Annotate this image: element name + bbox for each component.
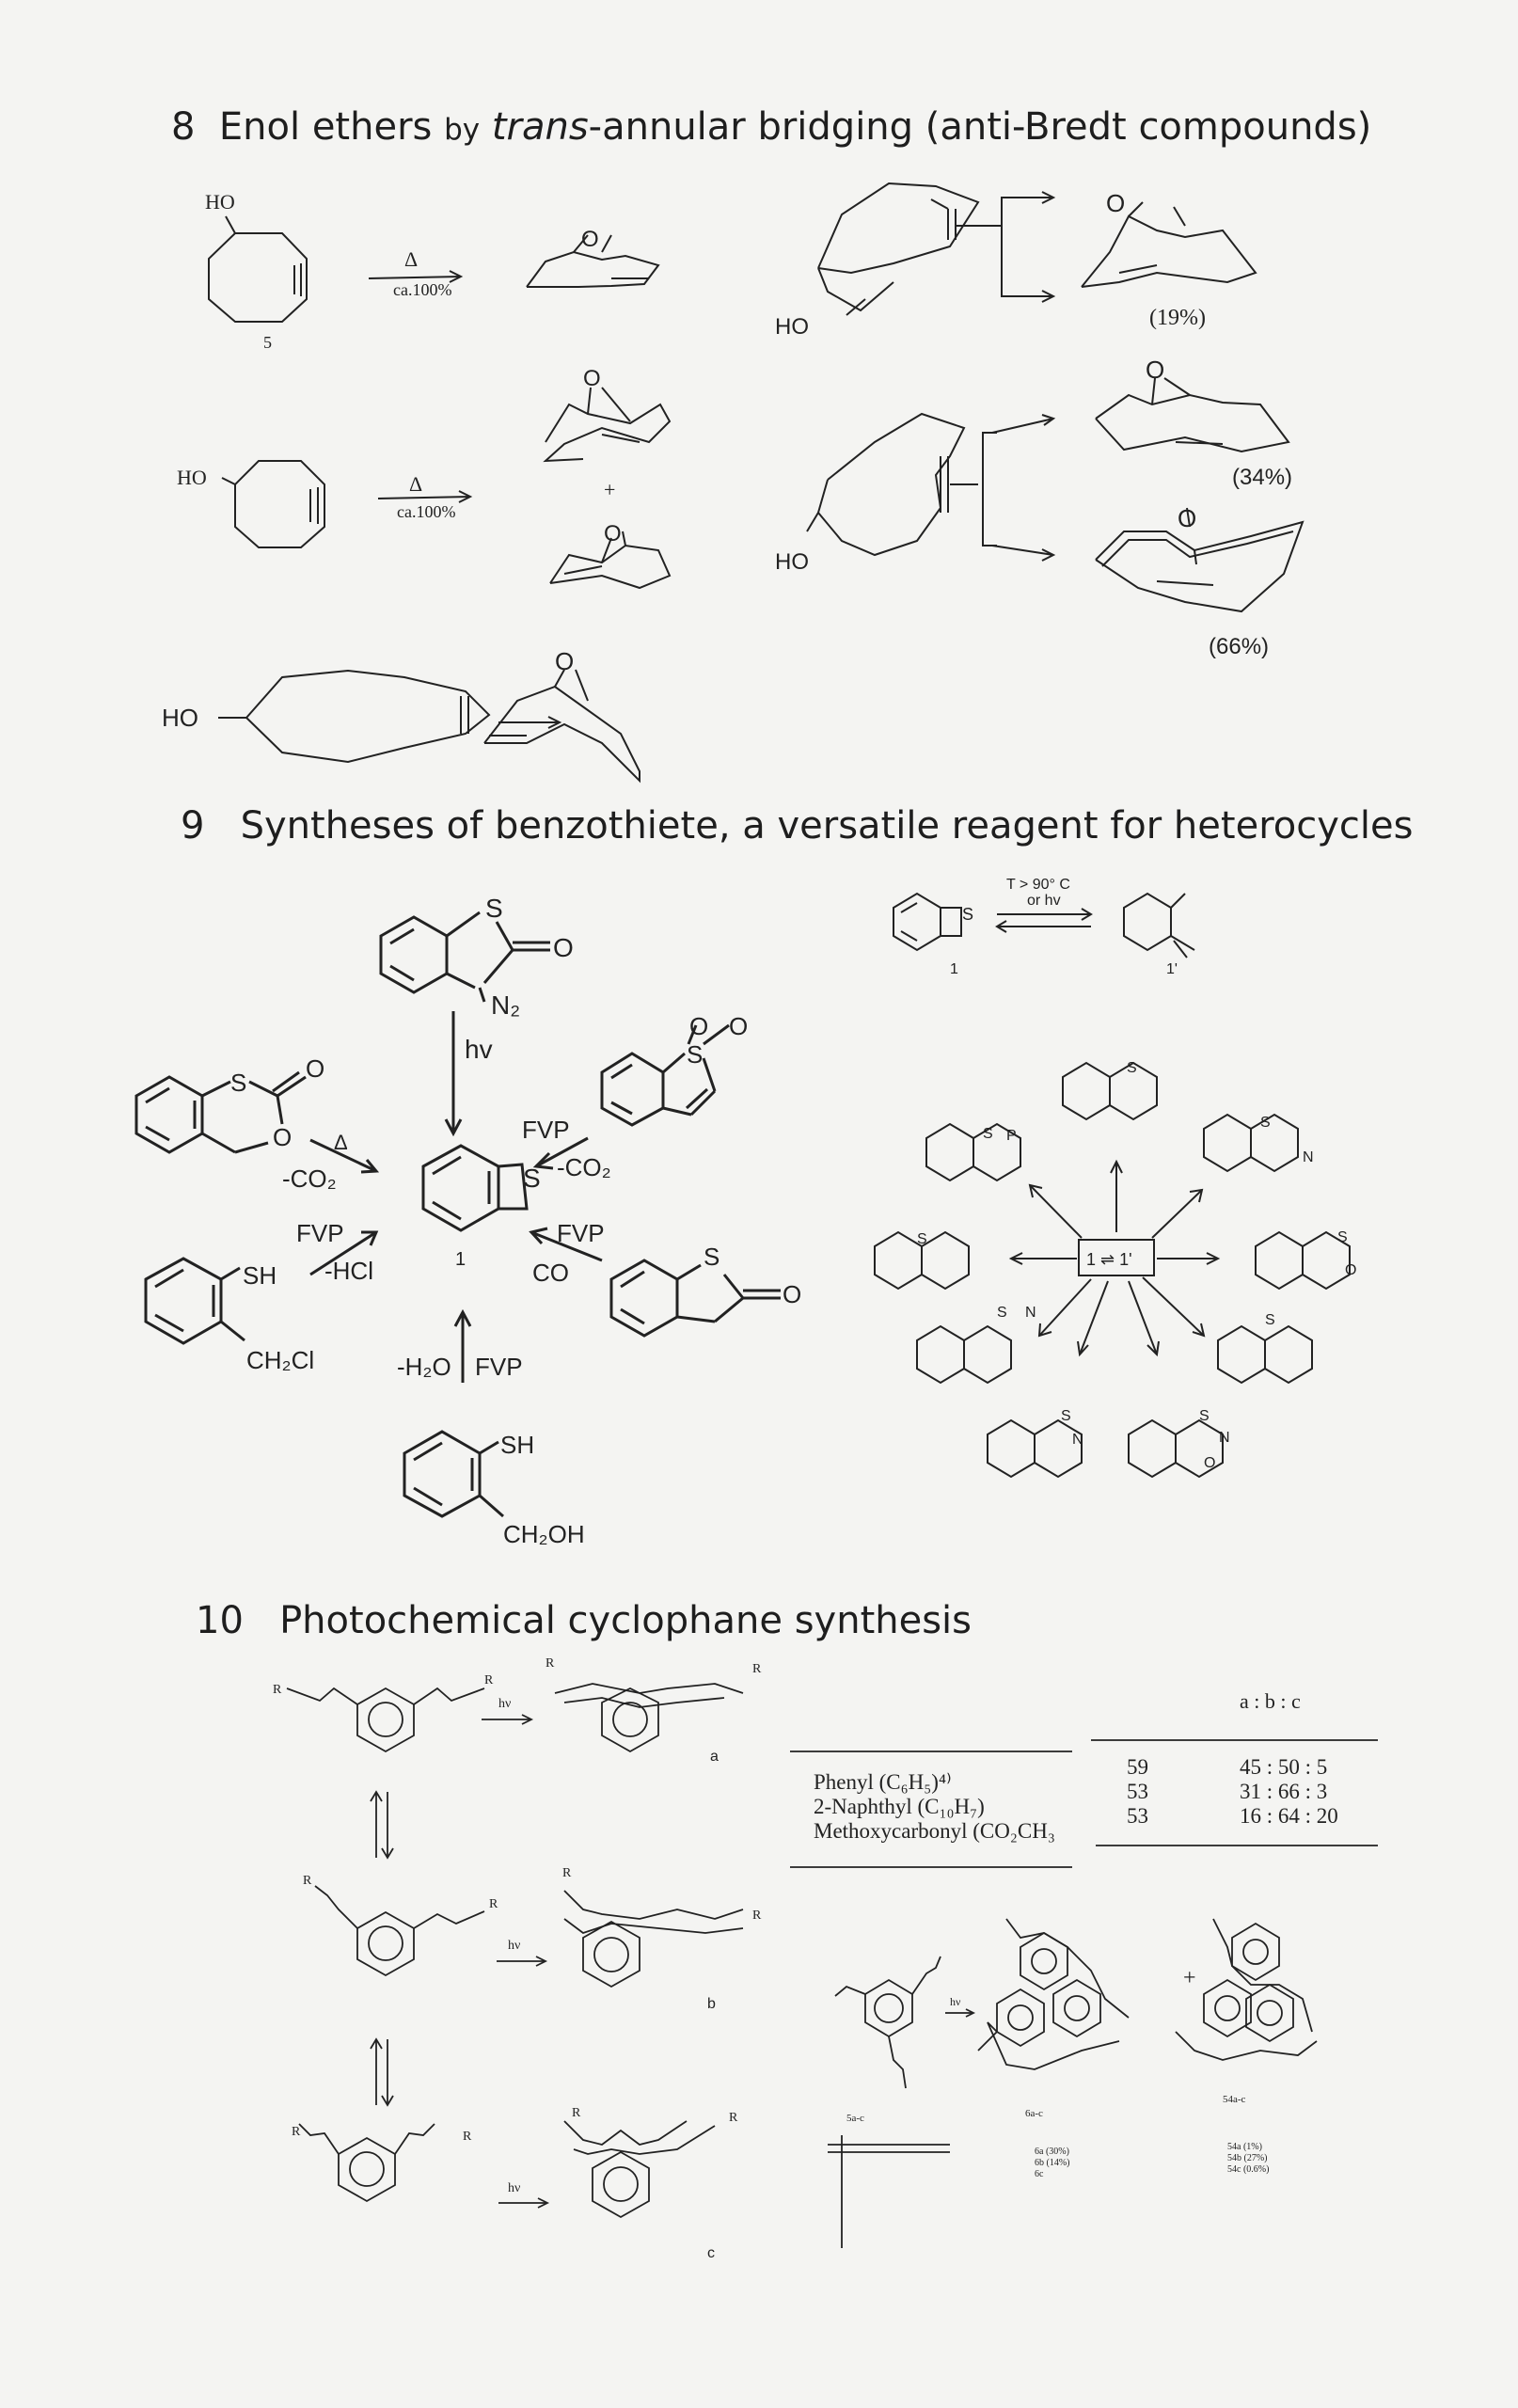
section-8-heading [171, 105, 1371, 149]
ratio-table-row-1 [814, 1770, 952, 1795]
r-a-2: R [484, 1673, 494, 1687]
tristyrylbenzene [865, 1980, 912, 2036]
r-a-1: R [273, 1683, 282, 1697]
s-ring-bottom-left: S [1061, 1408, 1071, 1424]
benzoxathiinone [136, 1077, 202, 1152]
section-8-title-d: -annular bridging (anti-Bredt compounds) [588, 105, 1372, 149]
or-hv-label: or hv [1027, 893, 1061, 909]
oxygen-label-lower-right: O [783, 1280, 802, 1308]
equilibrium-box [1079, 1240, 1154, 1275]
ratio-table-header [1240, 1689, 1301, 1714]
sulfur-label-top: S [485, 894, 503, 923]
r-b-1: R [303, 1874, 312, 1888]
ho-label-2: HO [177, 466, 207, 489]
fvp-label-bottom: FVP [475, 1353, 523, 1381]
benzothiete-center [423, 1146, 498, 1230]
n-ring-bottom-right: N [1219, 1430, 1230, 1446]
row-2-yield: 53 [1127, 1780, 1148, 1803]
oxygen-3: O [1178, 504, 1197, 532]
hcl-label: -HCl [324, 1257, 373, 1285]
n2-label: N₂ [491, 990, 521, 1020]
ho-label-3: HO [775, 314, 809, 340]
ho-label-1: HO [205, 190, 235, 214]
yield-54b: 54b (27%) [1227, 2153, 1268, 2163]
oxygen-label-left-2: O [273, 1123, 293, 1151]
section-10-heading [196, 1599, 972, 1642]
ratio-table-row-2 [814, 1795, 985, 1819]
benzothiophene-dioxide [602, 1054, 663, 1125]
yield-6c: 6c [1035, 2169, 1044, 2179]
delta-label-2: Δ [409, 472, 423, 496]
tri-label-6: 6a-c [1025, 2108, 1043, 2119]
s-ring-bottom-right: S [1199, 1408, 1210, 1424]
sulfur-label-left: S [230, 1069, 247, 1097]
cyclooctyne-ring-1 [209, 233, 307, 322]
sulfur-label-center: S [523, 1164, 541, 1193]
r-b-4: R [752, 1909, 762, 1923]
cyclooctyne-ring-2 [235, 461, 324, 547]
p-ring-left: P [1006, 1128, 1017, 1144]
row-3-ratio: 16 : 64 : 20 [1240, 1804, 1338, 1828]
oxygen-7: O [555, 647, 575, 675]
hv-b: hν [508, 1939, 521, 1953]
ratio-header: a : b : c [1240, 1689, 1301, 1713]
distyrylbenzene-b [357, 1912, 414, 1975]
r-a-3: R [546, 1656, 555, 1671]
cyclodecyne-ring [818, 183, 978, 273]
benzothiophen-2-one [611, 1260, 677, 1336]
delta-label: Δ [334, 1131, 348, 1154]
distyrylbenzene-a [357, 1688, 414, 1751]
oxygen-label-left-1: O [306, 1054, 325, 1083]
oxygen-5: O [583, 366, 601, 391]
r-c-2: R [463, 2130, 472, 2144]
section-8-title-b: by [444, 113, 481, 147]
sh-label-left: SH [243, 1261, 277, 1290]
s-ring-right-2: S [1337, 1229, 1348, 1245]
section-8-number: 8 [171, 105, 196, 149]
oxygen-label-top: O [553, 933, 574, 962]
h2o-label: -H₂O [397, 1353, 451, 1381]
benzothiete-small [893, 894, 941, 950]
cage-product-6 [1020, 1933, 1067, 1989]
r-c-3: R [572, 2106, 581, 2120]
sulfur-label-small: S [962, 905, 974, 924]
row-3-name: Methoxycarbonyl (CO₂CH₃ [814, 1819, 1055, 1843]
delta-label-1: Δ [404, 247, 419, 271]
yield-54a: 54a (1%) [1227, 2142, 1262, 2152]
row-1-ratio: 45 : 50 : 5 [1240, 1755, 1328, 1779]
plus-sign: + [604, 478, 616, 501]
cycloundecyne-ring [818, 414, 964, 555]
hv-label: hv [465, 1035, 493, 1064]
s-ring-left-2: S [917, 1231, 927, 1247]
r-b-3: R [562, 1866, 572, 1880]
fvp-label-lower-right: FVP [557, 1219, 605, 1247]
compound-1-small: 1 [950, 961, 958, 977]
s-ring-lower-right: S [1265, 1312, 1275, 1328]
n-ring-right: N [1303, 1149, 1314, 1165]
section-10-number: 10 [196, 1599, 244, 1642]
hv-tri: hν [950, 1995, 961, 2008]
compound-5-label: 5 [263, 333, 272, 352]
row-2-ratio: 31 : 66 : 3 [1240, 1780, 1328, 1803]
row-1-name: Phenyl (C₆H₅)⁴⁾ [814, 1770, 952, 1794]
diazo-benzothiophenone [381, 917, 447, 992]
distyrylbenzene-c [339, 2138, 395, 2201]
tri-label-54: 54a-c [1223, 2094, 1246, 2105]
row-1-yield: 59 [1127, 1755, 1148, 1779]
yield-6b: 6b (14%) [1035, 2158, 1070, 2168]
co2-label-left: -CO₂ [282, 1164, 337, 1193]
oxygen-2: O [1146, 356, 1165, 384]
plus-sign-10: + [1183, 1966, 1196, 1990]
row-2-name: 2-Naphthyl (C₁₀H₇) [814, 1795, 985, 1818]
temp-label: T > 90° C [1006, 877, 1070, 893]
fvp-label-left: FVP [296, 1219, 344, 1247]
co2-label-right: -CO₂ [557, 1153, 611, 1181]
r-a-4: R [752, 1662, 762, 1676]
r-c-1: R [292, 2125, 301, 2139]
ratio-column [1240, 1755, 1338, 1829]
section-10-title: Photochemical cyclophane synthesis [279, 1599, 972, 1642]
condition-label-1: ca.100% [393, 280, 452, 299]
section-9-number: 9 [181, 804, 205, 848]
sulfur-label-lower-right: S [704, 1243, 720, 1271]
chloromethyl-thiophenol [146, 1259, 221, 1343]
s-ring-top: S [1127, 1060, 1137, 1076]
yield-34: (34%) [1232, 465, 1293, 490]
ho-label-5: HO [162, 704, 198, 732]
s-ring-right: S [1260, 1115, 1271, 1131]
condition-label-2: ca.100% [397, 502, 456, 521]
yield-column [1127, 1755, 1148, 1829]
section-8-title-a: Enol ethers [218, 105, 433, 149]
r-c-4: R [729, 2111, 738, 2125]
co-label: CO [532, 1259, 569, 1287]
section-9-heading [181, 804, 1413, 848]
sh-label-bottom: SH [500, 1431, 535, 1459]
hv-c: hν [508, 2181, 521, 2195]
fvp-label-right: FVP [522, 1116, 570, 1144]
hydroxymethyl-thiophenol [404, 1432, 480, 1516]
compound-1p-small: 1' [1166, 961, 1178, 977]
label-a: a [710, 1749, 719, 1765]
n-ring-bottom-left: N [1072, 1432, 1083, 1448]
tri-label-5: 5a-c [846, 2113, 864, 2124]
hv-a: hν [498, 1697, 512, 1711]
oxygen-4: O [581, 227, 599, 252]
yield-6a: 6a (30%) [1035, 2147, 1069, 2157]
compound-1-label: 1 [455, 1249, 466, 1270]
yield-19: (19%) [1149, 306, 1206, 330]
row-3-yield: 53 [1127, 1804, 1148, 1828]
label-b: b [707, 1996, 716, 2012]
yield-54c: 54c (0.6%) [1227, 2164, 1270, 2175]
ratio-table-row-3 [814, 1819, 1055, 1844]
section-8-title-c: trans [491, 105, 589, 149]
oxygen-label-right-1: O [689, 1012, 709, 1040]
thioquinone-methide [1124, 894, 1171, 950]
section-9-title: Syntheses of benzothiete, a versatile reagent for heterocycles [240, 804, 1414, 848]
oxygen-1: O [1106, 189, 1126, 217]
oxygen-label-right-2: O [729, 1012, 749, 1040]
equilibrium-label: 1 ⇌ 1' [1086, 1250, 1132, 1269]
yield-66: (66%) [1209, 634, 1270, 659]
o-ring-right-2: O [1345, 1262, 1357, 1278]
ch2oh-label: CH₂OH [503, 1520, 585, 1548]
o-ring-bottom-right: O [1204, 1455, 1216, 1471]
n-ring-lower-left: N [1025, 1305, 1036, 1321]
r-b-2: R [489, 1897, 498, 1911]
s-ring-lower-left: S [997, 1305, 1007, 1321]
cage-product-54 [1232, 1924, 1279, 1980]
label-c: c [707, 2245, 715, 2261]
ch2cl-label: CH₂Cl [246, 1346, 315, 1374]
ho-label-4: HO [775, 549, 809, 575]
s-ring-left: S [983, 1126, 993, 1142]
sulfur-label-right: S [687, 1040, 704, 1069]
oxygen-6: O [604, 521, 622, 547]
